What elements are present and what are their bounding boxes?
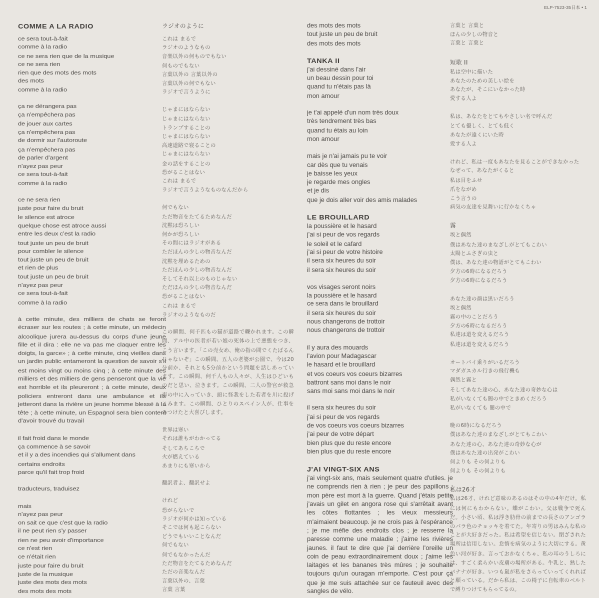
lyric-line: j'ai si peur de votre histoire	[307, 249, 383, 257]
lyric-line: 音楽以外の何ものでもない	[162, 54, 227, 61]
lyric-line: そしてあちこちで	[162, 445, 206, 452]
lyric-line: n'ayez pas peur	[18, 511, 63, 518]
lyric-line: 言葉 言葉	[162, 587, 186, 594]
lyric-line: comme à la radio	[18, 86, 68, 94]
lyric-line: あなた達の心、あなた達の奇妙な心が	[450, 441, 542, 448]
lyric-line: けれど、私は一度もあなたを見ることができなかった	[450, 159, 580, 166]
lyric-line: bien plus que du reste encore	[307, 448, 392, 456]
stanza	[307, 222, 453, 274]
lyric-line: tout juste un peu de bruit	[18, 239, 89, 247]
lyric-line: そしてそれ以上のものじゃない	[162, 276, 238, 283]
lyric-line: nous changerons de trottoir	[307, 327, 385, 335]
lyric-line: et vos coeurs vos coeurs bizarres	[307, 370, 403, 378]
japanese-lyrics-column-1	[162, 22, 294, 596]
lyric-line: とても優しく、とても低く	[450, 123, 515, 130]
stanza	[450, 422, 586, 477]
lyric-line: que je dois aller voir des amis malades	[307, 196, 418, 204]
lyric-line: la poussière et le hasard	[307, 292, 377, 300]
lyric-line: des mots	[18, 78, 44, 85]
lyric-line: entre les deux c'est la radio	[18, 231, 96, 238]
lyric-line: 沈黙は恐ろしい	[162, 223, 200, 230]
lyric-line: j'ai dessiné dans l'air	[307, 66, 366, 74]
lyric-line: 晩の6時になるだろう	[450, 423, 502, 430]
lyric-line: ラジオのようなもの	[162, 45, 211, 52]
stanza	[307, 404, 453, 456]
lyric-line: 何ものでもない	[162, 63, 200, 70]
lyric-line: ça n'empêchera pas	[18, 112, 76, 119]
lyric-line: très tendrement très bas	[307, 118, 377, 126]
lyric-line: これは まるで	[162, 178, 197, 185]
lyric-line: 爪をながめ	[450, 186, 477, 193]
lyric-line: トランプすることの	[162, 125, 211, 132]
lyric-line: 埃と偶然	[450, 305, 472, 312]
lyric-line: mon amour	[307, 136, 340, 143]
lyric-line: il sera six heures du soir	[307, 258, 376, 265]
lyric-line: il sera six heures du soir	[307, 405, 376, 412]
stanza	[162, 427, 294, 472]
lyric-line: 僕はあなた達のまなざしがとてもこわい	[450, 432, 547, 439]
lyric-line: ただの音楽なんだ	[162, 569, 206, 576]
lyric-line: 恐がることはない	[162, 294, 206, 301]
lyric-line: juste pour faire du bruit	[18, 205, 84, 213]
lyric-line: quand tu étais au loin	[307, 127, 368, 135]
lyric-line: j'ai si peur de vos regards	[307, 232, 380, 239]
stanza	[162, 107, 294, 196]
lyric-line: 私は目をふせ	[450, 177, 483, 184]
lyric-line: これは まるで	[162, 36, 197, 43]
lyric-line: どうでもいいことなんだ	[162, 534, 222, 541]
japanese-lyrics-column-2	[450, 22, 586, 596]
lyric-line: ce n'est rien	[18, 545, 53, 553]
lyric-line: 言葉以外の、言葉	[162, 578, 205, 585]
lyric-line: ただ物音をたてるためなんだ	[162, 214, 233, 221]
lyric-line: nous changerons de trottoir	[307, 318, 385, 326]
lyric-line: オートバイ乗りがいるだろう	[450, 359, 520, 366]
lyric-line: 何でもない	[162, 543, 189, 549]
lyric-line: 何かが恐ろしい	[162, 232, 200, 238]
lyric-line: vos visages seront noirs	[307, 284, 376, 291]
lyric-line: je regarde mes ongles	[307, 179, 371, 187]
lyric-line: tout juste un peu de bruit	[18, 256, 89, 264]
stanza	[18, 103, 166, 188]
prose-paragraph: à cette minute, des milliers de chats se feront écraser sur les routes ; à cette minute, un médecin alcoolique jurera au-dessus du corps d'une jeune fille et il dira : elle ne va pas me claquer entre les doigts, la garce» ; à cette minute, cinq vieilles dans un jardin public entameront la question de savoir s'il est moins vingt ou moins cinq ; à cette minute des milliers et des milliers de gens penseront que la vie est horrible et ils pleureront ; à cette minute, deux policiers entreront dans une ambulance et ils jetteront dans la rivière un jeune homme blessé à la tête ; à cette minute, un Espagnol sera bien content d'avoir trouvé du travail	[18, 316, 166, 425]
lyric-line: そこでは何も起こらない	[162, 525, 222, 532]
lyric-line: je baisse les yeux	[307, 170, 358, 178]
lyric-line: 言葉以外の何でもない	[162, 81, 216, 87]
lyric-line: ほんの少しの物音と	[450, 32, 499, 39]
lyric-line: ラジオで言うように	[162, 89, 211, 96]
stanza	[307, 22, 453, 48]
lyric-line: n'ayez pas peur	[18, 163, 63, 170]
lyric-line: 私がいなくても 闇の中で	[450, 405, 512, 412]
lyric-line: il sera six heures du soir	[307, 310, 376, 317]
lyric-line: ce sera dans le brouillard	[307, 301, 379, 308]
lyric-line: rien que des mots des mots	[18, 69, 97, 77]
lyric-line: 病気の友達を見舞いに行かなくちゃ	[450, 205, 537, 211]
song-title-jp: ラジオのように	[162, 23, 204, 30]
stanza	[18, 35, 166, 95]
lyric-line: ただ物音をたてるためなんだ	[162, 560, 233, 567]
stanza	[162, 204, 294, 320]
lyric-line: 夕方の6時になるだろう	[450, 278, 508, 285]
lyric-line: le hasard et le brouillard	[307, 362, 376, 369]
lyric-line: rien ne peu avoir d'importance	[18, 537, 104, 544]
stanza	[450, 159, 586, 214]
prose-paragraph: この瞬間、何千匹もの猫が道路で轢かれます。この瞬間、アル中の医者が若い娘の死体の上で悪態をつき、こう言います。「この売女め、俺の指の間でくたばるんじゃないぞ」この瞬間、五人の老婆が公園で、今は20分前か、それとも5分前かという問題を話しあっています。この瞬間、何千人もの人々が、人生はひどいものだと思い、泣きます。この瞬間、二人の警官が救急車の中に入っていき、頭に怪我をした若者を川に投げこみます。この瞬間、ひとりのスペイン人が、仕事をみつけたと大喜びします。	[162, 329, 294, 416]
lyric-line: de dormir sur l'autoroute	[18, 137, 88, 145]
lyric-line: 私達は道を変えるだろう	[450, 332, 510, 339]
stanza	[450, 359, 586, 414]
lyric-line: 何よりも その何よりも	[450, 468, 506, 475]
lyric-line: pour combler le silence	[18, 248, 84, 255]
stanza	[307, 344, 453, 396]
lyric-line: le silence est atroce	[18, 214, 75, 221]
lyric-line: et il y a des incendies qui s'allument dans	[18, 452, 136, 459]
lyric-line: 何よりも その何よりも	[450, 459, 506, 466]
lyric-line: n'ayez pas peur	[18, 282, 63, 289]
lyric-line: ce ne sera rien	[18, 197, 61, 204]
lyric-line: 太陽とふさぎの虫と	[450, 251, 499, 257]
lyric-line: quelque chose est atroce aussi	[18, 222, 107, 230]
lyric-line: j'ai si peur de vos regards	[307, 414, 380, 421]
lyric-line: じゃまにはならない	[162, 107, 211, 114]
lyric-line: 世界は寒い	[162, 427, 189, 434]
lyric-line: mais je n'ai jamais pu te voir	[307, 153, 388, 160]
lyric-line: 夕方の6時になるだろう	[450, 323, 508, 330]
lyric-line: 金の話をすることの	[162, 161, 211, 167]
lyric-line: ただほんの少しの物音なんだ	[162, 285, 233, 292]
lyric-line: ça ne dérangera pas	[18, 103, 77, 111]
lyric-line: ただほんの少しの物音なんだ	[162, 267, 233, 274]
lyric-line: こう言うの	[450, 195, 477, 202]
lyric-line: それは誰もがわかってる	[162, 436, 222, 443]
song-title-kiri: 霧	[450, 223, 456, 230]
lyric-line: ça n'empêchera pas	[18, 146, 76, 153]
prose-paragraph: j'ai vingt-six ans, mais seulement quatre d'utiles. je ne comprends rien à rien ; je peur des papillons ; mon père est mort à la guerre. Quand j'étais petite j'avais un gilet en angora rose qui s'arrêtait avant les côtes flottantes ; les vieux messieurs m'aimaient beaucoup. je ne crois pas à l'espérance ; je me méfie des endroits clos ; je resserre la paresse comme une maladie ; j'aime les rivières jaunes. il faut te dire que j'ai derrière l'oreille un coin de peau extraordinairement doux ; j'aime les laitages et les bananes très mûres ; je souhaite toujours qu'un ouragan m'emporte. C'est pour ça que je me suis attachée sur ce fauteuil avec des sangles de vélo.	[307, 475, 453, 596]
lyric-line: 夕方の6時になるだろう	[450, 269, 508, 276]
lyric-line: ce ne sera rien que de la musique	[18, 52, 115, 60]
lyric-line: j'ai peur de votre départ	[307, 431, 374, 439]
lyric-line: ce sera tout-à-fait	[18, 290, 68, 298]
translator-line: 翻訳者よ、翻訳せよ	[162, 480, 211, 487]
lyric-line: その間にはラジオがある	[162, 241, 222, 247]
lyric-line: comme à la radio	[18, 180, 68, 187]
lyric-line: de jouer aux cartes	[18, 120, 73, 128]
lyric-line: 愛する人よ	[450, 141, 477, 148]
stanza	[18, 502, 166, 596]
catalog-code: ELP-7523-35日本 • 1	[544, 5, 587, 10]
lyric-line: 僕はあなた達の出発がこわい	[450, 450, 521, 457]
stanza	[18, 434, 166, 477]
lyric-line: 偶然と霧と	[450, 377, 477, 384]
lyric-line: 恐がらないで	[162, 507, 195, 514]
lyric-line: 何でもない	[162, 205, 189, 212]
lyric-line: battront sans moi dans le noir	[307, 379, 391, 387]
lyric-line: tout juste un peu de bruit	[307, 31, 378, 39]
stanza	[450, 22, 586, 49]
song-title-tanka-jp: 短歌 II	[450, 60, 468, 67]
lyric-line: 高速道路で寝ることの	[162, 143, 216, 150]
lyric-line: comme à la radio	[18, 299, 68, 306]
song-title-26sai: 私は26才	[450, 487, 476, 494]
lyric-line: un beau dessin pour toi	[307, 75, 374, 83]
stanza	[307, 66, 453, 101]
lyric-line: et rien de plus	[18, 265, 59, 272]
lyric-line: ce ne sera rien	[18, 61, 61, 68]
lyric-line: ラジオが何かは知っている	[162, 516, 227, 523]
lyric-line: car dès que tu venais	[307, 162, 368, 169]
lyric-line: 私は空中に描いた	[450, 69, 494, 75]
lyric-line: 愛する人よ	[450, 96, 477, 103]
lyric-line: et je dis	[307, 188, 330, 195]
lyric-line: l'avion pour Madagascar	[307, 353, 377, 360]
lyric-line: 僕は、あなた達の物語がとてもこわい	[450, 260, 542, 267]
stanza	[450, 232, 586, 287]
lyric-line: ラジオのようなものだ	[162, 312, 216, 319]
translator-line: traducteurs, traduisez	[18, 486, 80, 493]
lyric-line: mon amour	[307, 92, 340, 100]
lyric-line: de parler d'argent	[18, 154, 68, 162]
stanza	[307, 109, 453, 144]
lyric-line: なぜって、あなたがくると	[450, 168, 515, 175]
lyric-line: des mots des mots	[307, 40, 361, 47]
stanza	[450, 113, 586, 149]
lyric-line: comme à la radio	[18, 44, 68, 51]
stanza	[162, 36, 294, 98]
lyric-line: ce sera tout-à-fait	[18, 171, 68, 179]
lyric-line: quand tu n'étais pas là	[307, 84, 371, 91]
lyric-line: il y aura des mouards	[307, 344, 369, 352]
lyric-line: je t'ai appelé d'un nom très doux	[307, 110, 399, 117]
lyric-line: des mots des mots	[18, 588, 72, 595]
lyric-line: 埃と偶然	[450, 232, 472, 239]
lyric-line: de vos coeurs vos coeurs bizarres	[307, 422, 404, 430]
lyric-line: じゃまにはならない	[162, 134, 211, 141]
song-title-tanka: TANKA II	[307, 56, 340, 65]
song-title-vingt-six-ans: J'AI VINGT-SIX ANS	[307, 465, 380, 474]
song-title-comme-a-la-radio: COMME A LA RADIO	[18, 22, 94, 31]
lyric-line: ラジオで言うようなものなんだから	[162, 187, 249, 194]
lyric-line: tout juste un peu de bruit	[18, 273, 89, 281]
lyric-line: 私がいなくても闇の中でときめくだろう	[450, 396, 547, 403]
lyric-line: 私は、あなたをとてもやさしい名で呼んだ	[450, 114, 553, 121]
lyric-line: 霧の中のことだろう	[450, 314, 499, 321]
french-lyrics-column-1	[18, 22, 166, 596]
lyric-line: 私達は道を変えるだろう	[450, 341, 510, 348]
lyric-line: マダガスカル行きの飛行機も	[450, 368, 521, 375]
stanza	[450, 68, 586, 104]
lyric-line: じゃまにはならない	[162, 152, 211, 158]
lyric-line: じゃまにはならない	[162, 116, 211, 123]
lyric-line: ça commence à se savoir	[18, 443, 91, 451]
lyric-line: sans moi sans moi dans le noir	[307, 388, 395, 395]
lyric-line: juste des mots des mots	[18, 579, 87, 587]
lyric-line: 言葉と 言葉と	[450, 22, 485, 29]
lyric-line: ただほんの少しの物音なんだ	[162, 249, 233, 256]
lyric-line: parce qu'il fait trop froid	[18, 469, 85, 476]
stanza	[450, 295, 586, 350]
lyric-line: mais	[18, 502, 32, 510]
lyric-line: 僕はあなた達のまなざしがとてもこわい	[450, 241, 547, 248]
lyric-line: ce n'était rien	[18, 554, 56, 561]
lyric-line: あなたのための美しい絵を	[450, 78, 515, 85]
lyric-line: ça n'empêchera pas	[18, 129, 76, 136]
lyric-line: これは まるで	[162, 303, 197, 310]
song-title-le-brouillard: LE BROUILLARD	[307, 213, 370, 222]
lyric-line: 言葉と 言葉と	[450, 41, 485, 48]
lyric-line: la poussière et le hasard	[307, 223, 377, 230]
lyric-line: 沈黙を埋めるための	[162, 258, 211, 265]
lyric-line: けれど	[162, 498, 179, 505]
lyric-line: il ne peut rien s'y passer	[18, 528, 87, 535]
lyric-line: 言葉以外の 言葉以外の	[162, 72, 218, 78]
lyric-line: あなた達の顔は黒いだろう	[450, 296, 515, 303]
prose-paragraph: 私は26才、けれど意味のあるのはその中の4年だけ。私には何にもわからない。蝶がこわい。父は戦争で死んだ。小さい頃、私は浮き肋骨の前までの長さのアンゴラのバラ色のチョッキを着てた。年寄りの男はみんな私のことが大好きだった。私は希望を信じない。閉ざされた場所は信用しない。怠惰を病気のように大切にする。黄色い河が好き。言っておかなくちゃ、私の耳のうしろには、すごく柔らかい皮膚の場所がある。牛乳と、熟したバナナが好き。いつも嵐が私をさらっていってくれればと願っている。だから私は、この椅子に自転車のベルトで縛りつけてもらってるの。	[450, 496, 586, 594]
stanza	[18, 196, 166, 307]
lyric-line: on sait ce que c'est que la radio	[18, 520, 108, 527]
lyric-line: juste pour faire du bruit	[18, 562, 84, 570]
lyric-line: bien plus que du reste encore	[307, 440, 392, 447]
lyric-line: le soleil et le cafard	[307, 240, 362, 248]
lyric-line: certains endroits	[18, 460, 65, 468]
french-lyrics-column-2	[307, 22, 453, 596]
lyric-line: 何でもなかったんだ	[162, 552, 211, 558]
lyric-line: il fait froid dans le monde	[18, 435, 90, 442]
lyric-line: あなたが遠くにいた時	[450, 132, 504, 139]
lyric-line: des mots des mots	[307, 22, 361, 30]
lyric-line: そしてあなた達の心、あなた達の奇妙な心は	[450, 387, 558, 393]
lyric-line: juste de la musique	[18, 571, 74, 578]
stanza	[307, 152, 453, 204]
stanza	[162, 498, 294, 596]
lyric-line: 火が燃えている	[162, 454, 200, 461]
lyric-line: ce sera tout-à-fait	[18, 35, 68, 43]
lyric-line: 恐がることはない	[162, 169, 206, 176]
stanza	[307, 283, 453, 335]
lyric-line: il sera six heures du soir	[307, 266, 376, 274]
lyric-line: あなたが、そこにいなかった時	[450, 87, 526, 94]
lyric-line: あまりにも寒いから	[162, 463, 211, 470]
